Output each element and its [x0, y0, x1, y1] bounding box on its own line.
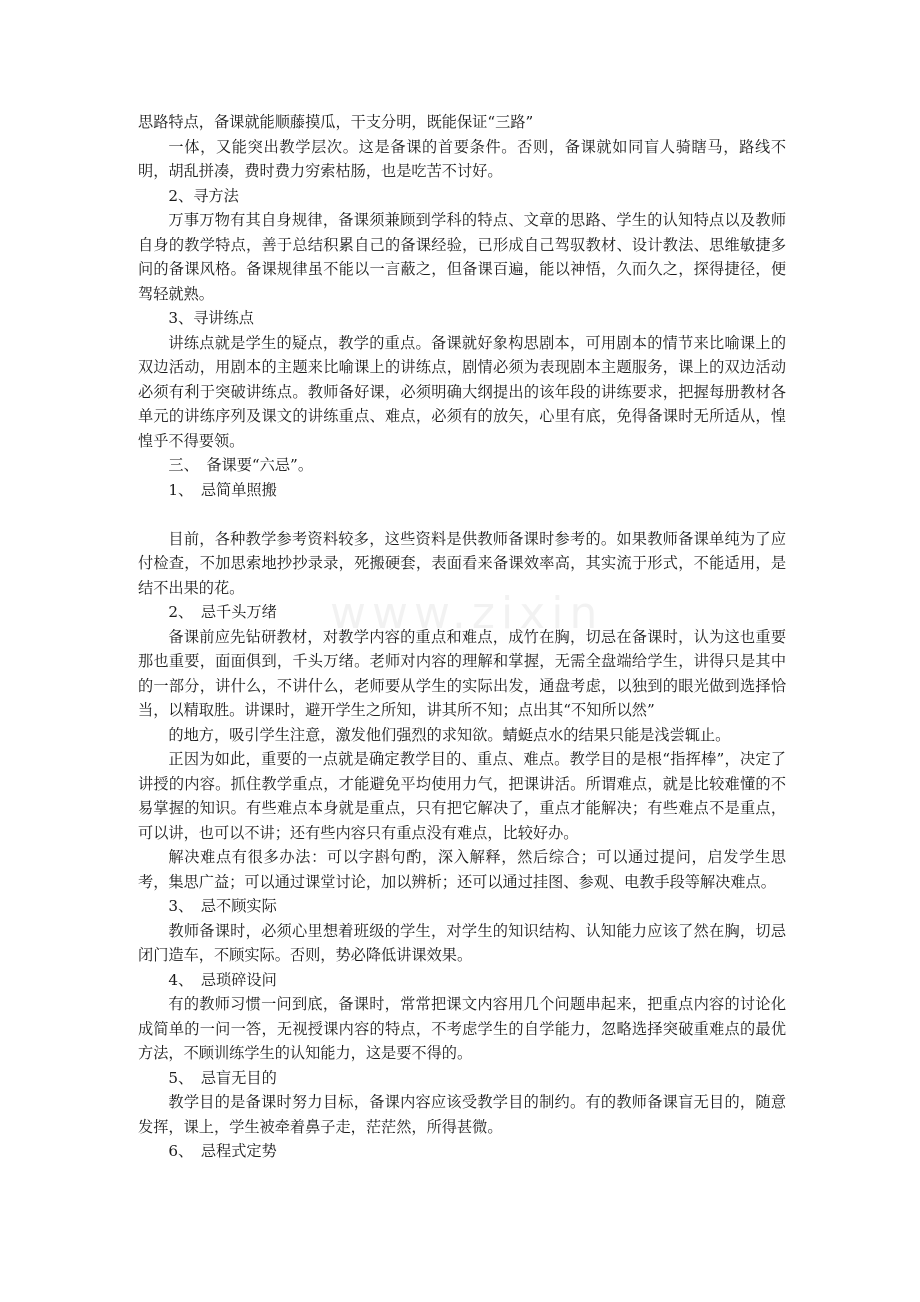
paragraph: 6、 忌程式定势	[168, 1142, 277, 1160]
paragraph: 备课前应先钻研教材，对教学内容的重点和难点，成竹在胸，切忌在备课时，认为这也重要那也重要，面面俱到，千头万绪。老师对内容的理解和掌握，无需全盘端给学生，讲得只是其中的一部分，讲什么，不讲什么，老师要从学生的实际出发，通盘考虑，以独到的眼光做到选择恰当，以精取胜。讲课时，避开学生之所知，讲其所不知；点出其“不知所以然”	[138, 627, 786, 719]
document-body	[138, 110, 786, 1164]
paragraph: 4、 忌琐碎设问	[168, 970, 277, 989]
paragraph: 的地方，吸引学生注意，激发他们强烈的求知欲。蜻蜓点水的结果只能是浅尝辄止。	[168, 725, 731, 744]
paragraph: 2、寻方法	[168, 186, 239, 205]
paragraph: 万事万物有其自身规律，备课须兼顾到学科的特点、文章的思路、学生的认知特点以及教师自身的教学特点，善于总结积累自己的备课经验，已形成自己驾驭教材、设计教法、思维敏捷多问的备课风格。备课规律虽不能以一言蔽之，但备课百遍，能以神悟，久而久之，探得捷径，便驾轻就熟。	[138, 211, 786, 303]
paragraph: 2、 忌千头万绪	[168, 603, 277, 621]
paragraph: 3、 忌不顾实际	[168, 897, 277, 915]
paragraph: 5、 忌盲无目的	[168, 1068, 277, 1087]
paragraph: 讲练点就是学生的疑点，教学的重点。备课就好象构思剧本，可用剧本的情节来比喻课上的双边活动，用剧本的主题来比喻课上的讲练点，剧情必须为表现剧本主题服务，课上的双边活动必须有利于突破讲练点。教师备好课，必须明确大纲提出的该年段的讲练要求，把握每册教材各单元的讲练序列及课文的讲练重点、难点，必须有的放矢，心里有底，免得备课时无所适从，惶惶乎不得要领。	[138, 333, 786, 450]
paragraph: 有的教师习惯一问到底，备课时，常常把课文内容用几个问题串起来，把重点内容的讨论化成简单的一问一答，无视授课内容的特点，不考虑学生的自学能力，忽略选择突破重难点的最优方法，不顾训练学生的认知能力，这是要不得的。	[138, 995, 786, 1062]
paragraph: 一体，又能突出教学层次。这是备课的首要条件。否则，备课就如同盲人骑瞎马，路线不明，胡乱拼凑，费时费力穷索枯肠，也是吃苦不讨好。	[138, 137, 786, 180]
paragraph: 教学目的是备课时努力目标，备课内容应该受教学目的制约。有的教师备课盲无目的，随意发挥，课上，学生被牵着鼻子走，茫茫然，所得甚微。	[138, 1093, 786, 1136]
paragraph: 1、 忌简单照搬	[168, 480, 277, 499]
paragraph: 正因为如此，重要的一点就是确定教学目的、重点、难点。教学目的是根“指挥棒”，决定了讲授的内容。抓住教学重点，才能避免平均使用力气，把课讲活。所谓难点，就是比较难懂的不易掌握的知识。有些难点本身就是重点，只有把它解决了，重点才能解决；有些难点不是重点，可以讲，也可以不讲；还有些内容只有重点没有难点，比较好办。	[138, 750, 786, 842]
paragraph: 目前，各种教学参考资料较多，这些资料是供教师备课时参考的。如果教师备课单纯为了应付检查，不加思索地抄抄录录，死搬硬套，表面看来备课效率高，其实流于形式，不能适用，是结不出果的花。	[138, 529, 786, 597]
paragraph: 3、寻讲练点	[168, 309, 254, 327]
paragraph: 思路特点，备课就能顺藤摸瓜，干支分明，既能保证“三路”	[138, 113, 534, 131]
paragraph: 三、 备课要“六忌”。	[168, 456, 314, 474]
paragraph: 解决难点有很多办法：可以字斟句酌，深入解释，然后综合；可以通过提问，启发学生思考，集思广益；可以通过课堂讨论，加以辨析；还可以通过挂图、参观、电教手段等解决难点。	[138, 848, 786, 891]
paragraph: 教师备课时，必须心里想着班级的学生，对学生的知识结构、认知能力应该了然在胸，切忌闭门造车，不顾实际。否则，势必降低讲课效果。	[138, 921, 786, 964]
watermark: www.zixin	[330, 588, 604, 639]
